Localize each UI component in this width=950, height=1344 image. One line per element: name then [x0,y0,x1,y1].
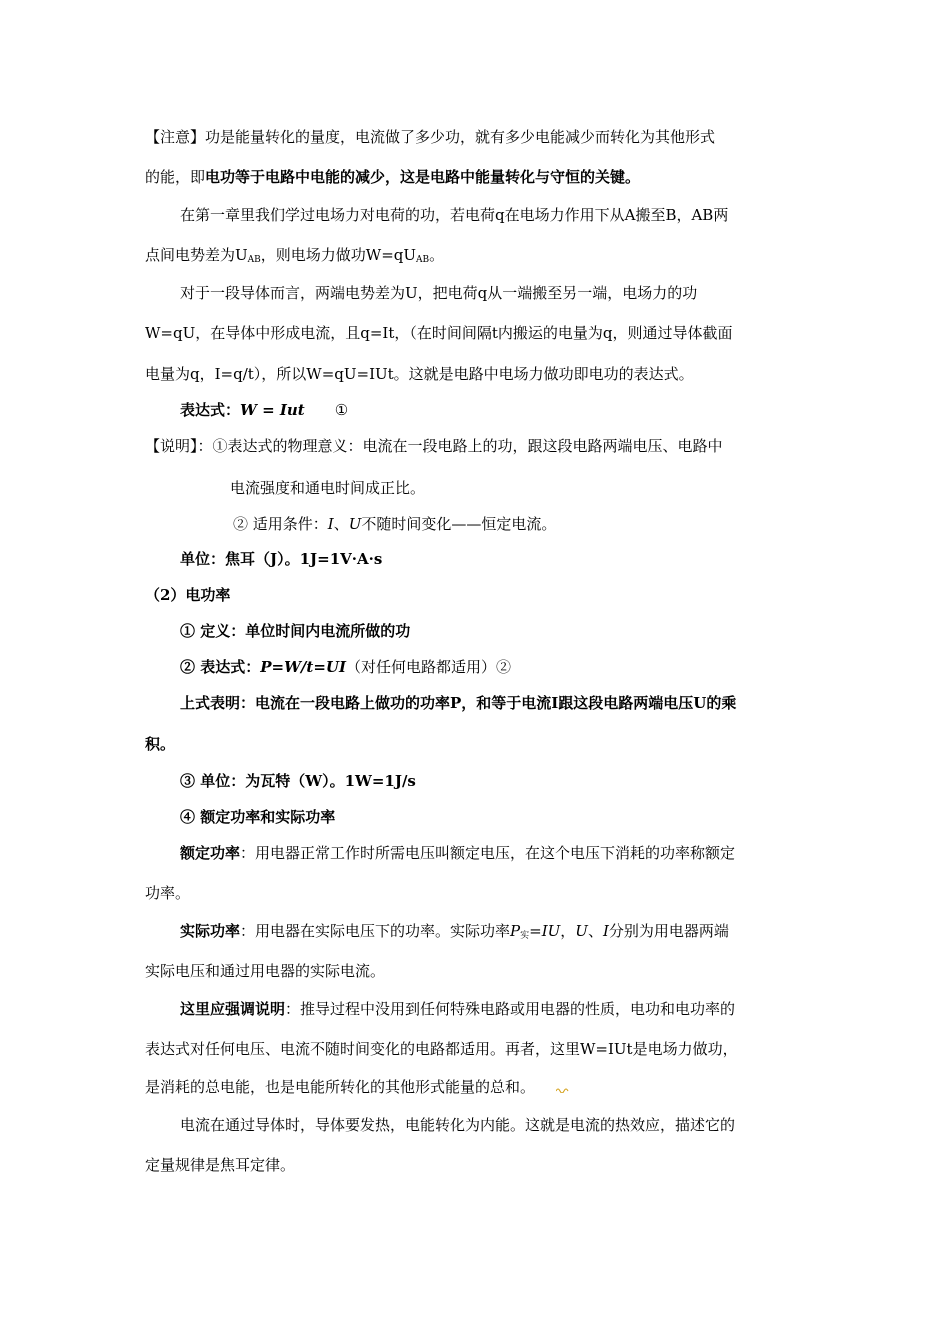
condition-label: ② 适用条件： [233,515,328,533]
spellcheck-squiggle [556,1087,570,1093]
heat-line-1: 电流在通过导体时，导体要发热，电能转化为内能。这就是电流的热效应，描述它的 [180,1116,736,1134]
expression-line [180,400,348,420]
explanation-line-3 [233,514,556,534]
p2-line-2: W=qU，在导体中形成电流，且q=It，（在时间间隔t内搬运的电量为q，则通过导体截面 [145,324,733,342]
power-expression-note: （对任何电路都适用）② [346,658,512,676]
symbol-u: U [348,515,362,533]
actual-text-c: 分别为用电器两端 [608,922,729,940]
p1-text-a: 点间电势差为U [145,246,248,264]
separator: 、 [333,515,349,533]
rated-line-2: 功率。 [145,884,191,902]
actual-text-a: ：用电器在实际电压下的功率。实际功率 [240,922,511,940]
p1-line-2 [145,245,444,265]
symbol-p: P [510,922,521,940]
rated-actual-heading: ④ 额定功率和实际功率 [180,808,336,826]
power-definition: ① 定义：单位时间内电流所做的功 [180,622,411,640]
explanation-text-1: ：①表达式的物理意义：电流在一段电路上的功，跟这段电路两端电压、电路中 [197,437,723,455]
work-unit-line: 单位：焦耳（J）。1J=1V·A·s [180,550,383,568]
power-unit-line: ③ 单位：为瓦特（W）。1W=1J/s [180,772,416,790]
power-shows-line-1: 上式表明：电流在一段电路上做功的功率P，和等于电流I跟这段电路两端电压U的乘 [180,694,737,712]
p1-sub-ab-2: AB [416,255,430,265]
p2-line-3: 电量为q，I=q/t），所以W=qU=IUt。这就是电路中电场力做功即电功的表达式。 [145,365,694,383]
explanation-line-2: 电流强度和通电时间成正比。 [230,479,426,497]
actual-symbol-u: U [575,922,588,940]
emphasis-line-3: 是消耗的总电能，也是电能所转化的其他形式能量的总和。 [145,1078,536,1096]
note-key-point: 电功等于电路中电能的减少，这是电路中能量转化与守恒的关键。 [205,168,641,186]
emphasis-line-2: 表达式对任何电压、电流不随时间变化的电路都适用。再者，这里W=IUt是电场力做功， [145,1040,738,1058]
explanation-label: 【说明】 [145,437,198,455]
power-expression [180,657,511,677]
note-text-2a: 的能，即 [145,168,206,186]
actual-label: 实际功率 [180,922,241,940]
symbol-p-sub: 实 [520,931,530,941]
power-shows-line-2: 积。 [145,735,176,753]
emphasis-line-1 [180,999,735,1019]
actual-comma: ， [560,922,576,940]
rated-label: 额定功率 [180,844,241,862]
note-line-2 [145,167,640,187]
power-expression-label: ② 表达式： [180,658,261,676]
actual-line-2: 实际电压和通过用电器的实际电流。 [145,962,386,980]
condition-text: 不随时间变化——恒定电流。 [361,515,557,533]
p1-sub-ab-1: AB [247,255,261,265]
symbol-i: I [327,515,334,533]
power-formula: P=W/t=UI [260,658,347,676]
actual-line-1 [180,921,729,941]
emphasis-label: 这里应强调说明 [180,1000,286,1018]
heat-line-2: 定量规律是焦耳定律。 [145,1156,296,1174]
rated-line-1 [180,843,735,863]
expression-formula: W = Iut [240,401,305,419]
power-heading: （2）电功率 [145,586,231,604]
expression-number: ① [334,401,349,419]
note-text-1: 功是能量转化的量度，电流做了多少功，就有多少电能减少而转化为其他形式 [205,128,716,146]
expression-label: 表达式： [180,401,241,419]
p1-text-b: ，则电场力做功W=qU [260,246,417,264]
rated-text-1: ：用电器正常工作时所需电压叫额定电压，在这个电压下消耗的功率称额定 [240,844,736,862]
p1-text-c: 。 [429,246,445,264]
note-line-1 [145,127,715,147]
emphasis-text-1: ：推导过程中没用到任何特殊电路或用电器的性质，电功和电功率的 [285,1000,736,1018]
p1-line-1: 在第一章里我们学过电场力对电荷的功，若电荷q在电场力作用下从A搬至B，AB两 [180,206,729,224]
note-label: 【注意】 [145,128,206,146]
actual-separator: 、 [587,922,603,940]
explanation-line-1 [145,436,723,456]
p2-line-1: 对于一段导体而言，两端电势差为U，把电荷q从一端搬至另一端，电场力的功 [180,284,698,302]
actual-symbol-i: I [602,922,609,940]
actual-formula: =IU [529,922,561,940]
